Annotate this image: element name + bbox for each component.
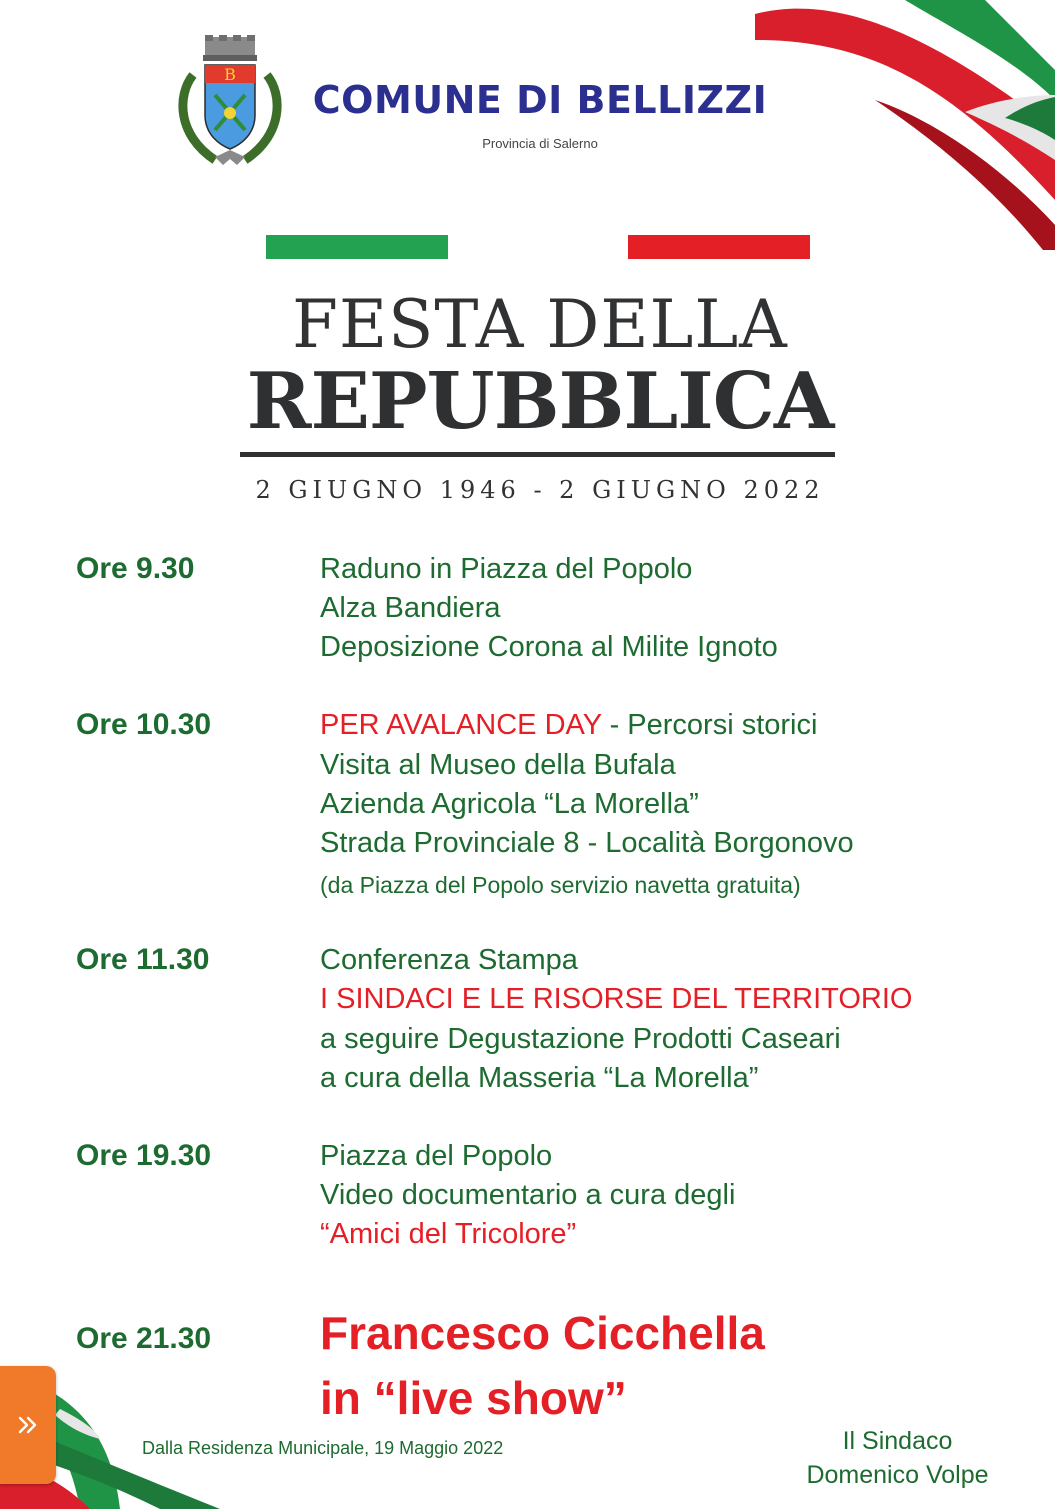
schedule-line: Alza Bandiera xyxy=(320,592,501,624)
schedule-time: Ore 21.30 xyxy=(76,1322,212,1355)
municipal-crest-icon xyxy=(175,35,285,170)
signature-name: Domenico Volpe xyxy=(806,1461,989,1489)
schedule-line: Raduno in Piazza del Popolo xyxy=(320,553,693,585)
headliner-name: Francesco Cicchella xyxy=(320,1307,765,1359)
schedule-line-highlight: “Amici del Tricolore” xyxy=(320,1218,577,1250)
event-dates: 2 GIUGNO 1946 - 2 GIUGNO 2022 xyxy=(255,476,825,504)
schedule-line-highlight: I SINDACI E LE RISORSE DEL TERRITORIO xyxy=(320,983,913,1015)
flag-bar-red xyxy=(628,235,810,259)
title-underline xyxy=(240,452,835,457)
event-title-line2: REPUBBLICA xyxy=(246,356,834,447)
schedule-line: Strada Provinciale 8 - Località Borgonovo xyxy=(320,827,854,859)
issue-place-date: Dalla Residenza Municipale, 19 Maggio 2022 xyxy=(142,1438,504,1458)
schedule-note: (da Piazza del Popolo servizio navetta gratuita) xyxy=(320,872,801,898)
municipality-name: COMUNE DI BELLIZZI xyxy=(312,78,768,122)
province-name: Provincia di Salerno xyxy=(482,136,598,151)
event-title-line1: FESTA DELLA xyxy=(292,286,788,363)
schedule-line: Piazza del Popolo xyxy=(320,1140,553,1172)
double-chevron-right-icon xyxy=(14,1411,42,1439)
schedule-line: Video documentario a cura degli xyxy=(320,1179,736,1211)
schedule-line: Conferenza Stampa xyxy=(320,944,578,976)
tricolor-ribbon-top xyxy=(755,0,1055,250)
schedule-time: Ore 10.30 xyxy=(76,708,212,741)
svg-text:B: B xyxy=(224,65,236,84)
schedule-line: Azienda Agricola “La Morella” xyxy=(320,788,699,820)
flag-bar-green xyxy=(266,235,448,259)
schedule-line: Visita al Museo della Bufala xyxy=(320,749,676,781)
schedule-time: Ore 19.30 xyxy=(76,1139,212,1172)
next-page-button[interactable] xyxy=(0,1366,56,1484)
event-highlight: PER AVALANCE DAY xyxy=(320,709,602,741)
schedule-time: Ore 11.30 xyxy=(76,943,210,976)
schedule-line: a seguire Degustazione Prodotti Caseari xyxy=(320,1023,841,1055)
event-subtitle: - Percorsi storici xyxy=(601,709,818,741)
schedule-line: a cura della Masseria “La Morella” xyxy=(320,1062,759,1094)
schedule-line-mixed xyxy=(320,709,817,742)
schedule-time: Ore 9.30 xyxy=(76,552,195,585)
signature-title: Il Sindaco xyxy=(842,1427,953,1455)
schedule-line: Deposizione Corona al Milite Ignoto xyxy=(320,631,778,663)
headliner-subtitle: in “live show” xyxy=(320,1372,627,1424)
